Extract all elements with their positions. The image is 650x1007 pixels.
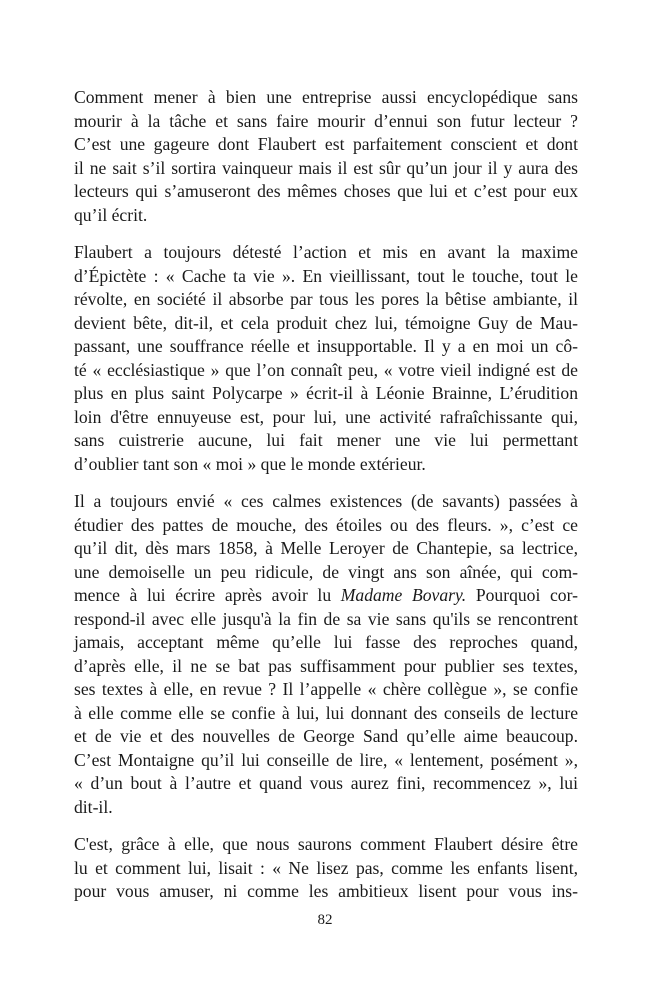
text-line: devient bête, dit-il, et cela produit chez lui, témoigne Guy de Mau- [74, 312, 578, 333]
text-line: ses textes à elle, en revue ? Il l’appelle « chère collègue », se confie [74, 679, 578, 699]
text-line: qu’il écrit. [74, 204, 148, 225]
text-line: pour vous amuser, ni comme les ambitieux lisent pour vous ins- [74, 881, 578, 901]
text-line: étudier des pattes de mouche, des étoiles ou des fleurs. », c’est ce [74, 514, 578, 535]
text-line: C'est, grâce à elle, que nous saurons comment Flaubert désire être [74, 834, 578, 854]
text-line: à elle comme elle se confie à lui, lui donnant des conseils de lecture [74, 702, 578, 723]
text-line: loin d'être ennuyeuse est, pour lui, une activité rafraîchissante qui, [74, 406, 578, 427]
text-line: une demoiselle un peu ridicule, de vingt ans son aînée, qui com- [74, 561, 578, 582]
paragraph-3 [74, 490, 578, 819]
text-line: il ne sait s’il sortira vainqueur mais il est sûr qu’un jour il y aura des [74, 157, 578, 178]
text-line: respond-il avec elle jusqu'à la fin de sa vie sans qu'ils se rencontrent [74, 608, 578, 629]
text-line: « d’un bout à l’autre et quand vous aurez fini, recommencez », lui [74, 773, 578, 793]
text-line: jamais, acceptant même qu’elle lui fasse des reproches quand, [74, 632, 578, 652]
text-line [74, 584, 578, 608]
text-line: d’Épictète : « Cache ta vie ». En vieillissant, tout le touche, tout le [74, 265, 578, 286]
text-line: Flaubert a toujours détesté l’action et mis en avant la maxime [74, 242, 578, 262]
text-line: Comment mener à bien une entreprise aussi encyclopédique sans [74, 87, 578, 107]
body-text [74, 86, 578, 918]
text-line: d’après elle, il ne se bat pas suffisamment pour publier ses textes, [74, 655, 578, 676]
text-line: mourir à la tâche et sans faire mourir d’ennui son futur lecteur ? [74, 110, 578, 131]
text-line: C’est Montaigne qu’il lui conseille de lire, « lentement, posément », [74, 749, 578, 770]
page-number: 82 [317, 912, 333, 928]
text-line: d’oublier tant son « moi » que le monde extérieur. [74, 453, 426, 474]
text-segment: mence à lui écrire après avoir lu [74, 585, 332, 605]
text-line: passant, une souffrance réelle et insupportable. Il y a en moi un cô- [74, 336, 578, 356]
text-line: té « ecclésiastique » que l’on connaît peu, « votre vieil indigné est de [74, 359, 578, 380]
book-title-italic: Madame Bovary. [340, 585, 467, 605]
text-line: sans cuistrerie aucune, lui fait mener une vie lui permettant [74, 430, 578, 450]
text-line: révolte, en société il absorbe par tous les pores la bêtise ambiante, il [74, 289, 578, 309]
text-line: lecteurs qui s’amuseront des mêmes choses que lui et c’est pour eux [74, 181, 578, 201]
text-line: et de vie et des nouvelles de George Sand qu’elle aime beaucoup. [74, 726, 578, 746]
paragraph-4 [74, 833, 578, 904]
text-line: Il a toujours envié « ces calmes existences (de savants) passées à [74, 491, 578, 511]
paragraph-1 [74, 86, 578, 227]
text-line: C’est une gageure dont Flaubert est parfaitement conscient et dont [74, 134, 578, 154]
text-segment: Pourquoi cor- [466, 585, 578, 605]
paragraph-2 [74, 241, 578, 476]
text-line: plus en plus saint Polycarpe » écrit-il à Léonie Brainne, L’érudition [74, 383, 578, 403]
text-line: qu’il dit, dès mars 1858, à Melle Leroyer de Chantepie, sa lectrice, [74, 538, 578, 558]
text-line: lu et comment lui, lisait : « Ne lisez pas, comme les enfants lisent, [74, 857, 578, 878]
text-line: dit-il. [74, 796, 113, 817]
